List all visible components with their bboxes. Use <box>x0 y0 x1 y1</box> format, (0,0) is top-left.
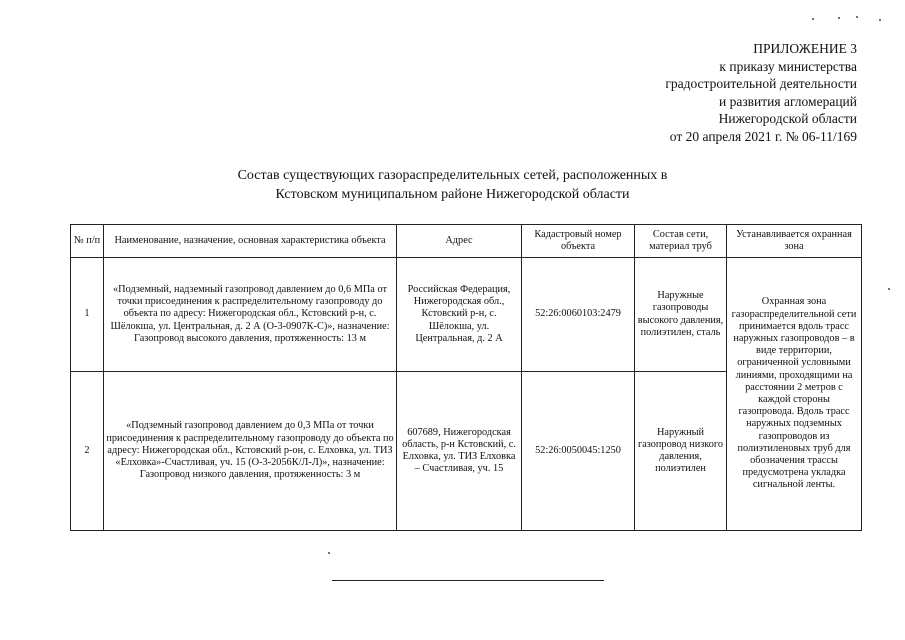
document-title <box>0 166 905 204</box>
scan-speck <box>888 288 890 290</box>
scan-speck <box>856 16 858 18</box>
row-cadastral: 52:26:0060103:2479 <box>522 258 635 372</box>
gas-networks-table <box>70 224 862 531</box>
row-address: Российская Федерация, Нижегородская обл., Кстовский р-н, с. Шёлокша, ул. Центральная, д. 2 А <box>397 258 522 372</box>
header-cadastral: Кадастровый номер объекта <box>522 225 635 258</box>
scan-speck <box>879 19 881 21</box>
protection-zone-text: Охранная зона газораспределительной сети принимается вдоль трасс наружных газопроводов – в виде территории, ограниченной условными линиями, проходящими на расстоянии 2 метров с каждой стороны газопровода. Вдоль трасс наружных подземных газопроводов из полиэтиленовых труб для обозначения трассы предусмотрена укладка сигнальной ленты. <box>727 258 862 531</box>
table-header-row <box>71 225 862 258</box>
header-num: № п/п <box>71 225 104 258</box>
row-composition: Наружные газопроводы высокого давления, полиэтилен, сталь <box>635 258 727 372</box>
appendix-label: ПРИЛОЖЕНИЕ 3 <box>753 41 857 56</box>
header-name: Наименование, назначение, основная характеристика объекта <box>104 225 397 258</box>
table-row <box>71 258 862 372</box>
document-title-line-1: Состав существующих газораспределительных сетей, расположенных в <box>237 168 668 183</box>
scan-speck <box>328 552 330 554</box>
document-title-line-2: Кстовском муниципальном районе Нижегородской области <box>275 187 630 202</box>
row-name: «Подземный, надземный газопровод давлением до 0,6 МПа от точки присоединения к распределительному газопроводу до объекта по адресу: Нижегородская обл., Кстовский р-н, с. Шёлокша, ул. Центральная, д. 2 А (О-3-0907К-С)», назначение: Газопровод высокого давления, протяженность: 13 м <box>104 258 397 372</box>
appendix-date-line: от 20 апреля 2021 г. № 06-11/169 <box>669 128 857 144</box>
appendix-order-line: к приказу министерства <box>719 58 857 74</box>
scan-speck <box>812 18 814 20</box>
row-num: 1 <box>71 258 104 372</box>
scan-speck <box>838 17 840 19</box>
header-zone: Устанавливается охранная зона <box>727 225 862 258</box>
row-composition: Наружный газопровод низкого давления, полиэтилен <box>635 372 727 531</box>
row-cadastral: 52:26:0050045:1250 <box>522 372 635 531</box>
appendix-header <box>665 40 857 145</box>
header-address: Адрес <box>397 225 522 258</box>
closing-divider <box>332 580 604 581</box>
row-name: «Подземный газопровод давлением до 0,3 МПа от точки присоединения к распределительному газопроводу до объекта по адресу: Нижегородская обл., Кстовский р-он, с. Елховка, ул. ТИЗ «Елховка»-Счастливая, уч. 15 (О-3-2056К/Л-Л)», назначение: Газопровод низкого давления, протяженность: 3 м <box>104 372 397 531</box>
appendix-ministry-line: градостроительной деятельности <box>665 76 857 91</box>
row-num: 2 <box>71 372 104 531</box>
row-address: 607689, Нижегородская область, р-н Кстовский, с. Елховка, ул. ТИЗ Елховка – Счастливая, уч. 15 <box>397 372 522 531</box>
appendix-region-line: Нижегородской области <box>718 111 857 126</box>
appendix-ministry-line-2: и развития агломераций <box>718 93 857 109</box>
header-composition: Состав сети, материал труб <box>635 225 727 258</box>
